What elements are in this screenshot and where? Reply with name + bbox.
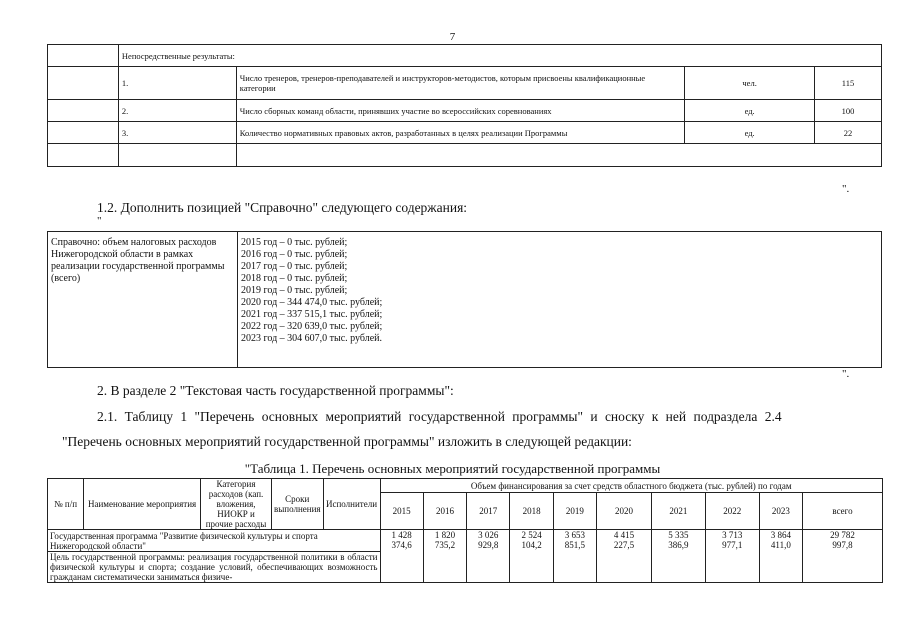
row-value: 115	[815, 67, 882, 100]
table-cell-empty	[48, 45, 119, 67]
opening-quote: "	[97, 215, 102, 227]
header-year: 2018	[510, 493, 553, 530]
table-row-empty	[48, 144, 882, 167]
value-cell: 1 820 735,2	[423, 530, 466, 583]
reference-label: Справочно: объем налоговых расходов Нижегородской области в рамках реализации государственной программы (всего)	[48, 232, 238, 368]
table-caption: "Таблица 1. Перечень основных мероприятий государственной программы	[244, 461, 661, 476]
row-number: 1.	[118, 67, 236, 100]
year-line: 2020 год – 344 474,0 тыс. рублей;	[241, 297, 383, 308]
value-cell: 4 415 227,5	[597, 530, 652, 583]
row-text: Количество нормативных правовых актов, разработанных в целях реализации Программы	[236, 122, 684, 144]
row-value: 22	[815, 122, 882, 144]
results-table	[47, 44, 882, 167]
header-year: 2015	[380, 493, 423, 530]
header-year: 2022	[705, 493, 759, 530]
year-line: 2021 год – 337 515,1 тыс. рублей;	[241, 309, 383, 320]
section-1-2-heading: 1.2. Дополнить позицией "Справочно" следующего содержания:	[97, 200, 468, 215]
header-num: № п/п	[48, 479, 84, 530]
header-year: 2019	[553, 493, 596, 530]
year-line: 2017 год – 0 тыс. рублей;	[241, 261, 348, 272]
program-name: Государственная программа "Развитие физической культуры и спорта Нижегородской области"	[48, 530, 381, 552]
total-cell: 29 782 997,8	[803, 530, 883, 583]
year-line: 2019 год – 0 тыс. рублей;	[241, 285, 348, 296]
row-unit: ед.	[685, 122, 815, 144]
header-executors: Исполнители	[323, 479, 380, 530]
header-year: 2016	[423, 493, 466, 530]
row-text: Число сборных команд области, принявших участие во всероссийских соревнованиях	[236, 100, 684, 122]
header-year: 2020	[597, 493, 652, 530]
header-funding: Объем финансирования за счет средств областного бюджета (тыс. рублей) по годам	[380, 479, 883, 493]
section-2-1-text: 2.1. Таблицу 1 "Перечень основных мероприятий государственной программы" и сноску к ней подраздела 2.4	[97, 409, 782, 424]
results-header: Непосредственные результаты:	[118, 45, 881, 67]
reference-years	[238, 232, 882, 368]
program-goal: Цель государственной программы: реализация государственной политики в области физической культуры и спорта; создание условий, обеспечивающих возможность гражданам систематически заниматься физиче-	[48, 552, 381, 583]
header-name: Наименование мероприятия	[84, 479, 201, 530]
value-cell: 3 713 977,1	[705, 530, 759, 583]
header-total: всего	[803, 493, 883, 530]
reference-table	[47, 231, 882, 368]
header-year: 2023	[759, 493, 802, 530]
table-row	[48, 100, 882, 122]
year-line: 2018 год – 0 тыс. рублей;	[241, 273, 348, 284]
section-2-1-text-cont: "Перечень основных мероприятий государственной программы" изложить в следующей редакции:	[62, 434, 632, 449]
value-cell: 5 335 386,9	[651, 530, 705, 583]
value-cell: 3 653 851,5	[553, 530, 596, 583]
row-unit: ед.	[685, 100, 815, 122]
year-line: 2023 год – 304 607,0 тыс. рублей.	[241, 333, 383, 344]
page-number: 7	[449, 31, 456, 43]
table-row	[48, 530, 883, 552]
closing-quote: ".	[842, 183, 850, 195]
row-unit: чел.	[685, 67, 815, 100]
value-cell: 2 524 104,2	[510, 530, 553, 583]
measures-table	[47, 478, 883, 583]
year-line: 2015 год – 0 тыс. рублей;	[241, 237, 348, 248]
header-year: 2017	[467, 493, 510, 530]
row-value: 100	[815, 100, 882, 122]
table-row	[48, 67, 882, 100]
row-text: Число тренеров, тренеров-преподавателей и инструкторов-методистов, которым присвоены квалификационные категории	[236, 67, 684, 100]
row-number: 2.	[118, 100, 236, 122]
header-terms: Сроки выполнения	[271, 479, 323, 530]
table-row	[48, 122, 882, 144]
closing-quote: ".	[842, 368, 850, 380]
value-cell: 3 026 929,8	[467, 530, 510, 583]
year-line: 2016 год – 0 тыс. рублей;	[241, 249, 348, 260]
value-cell: 3 864 411,0	[759, 530, 802, 583]
section-2-heading: 2. В разделе 2 "Текстовая часть государственной программы":	[97, 383, 454, 398]
value-cell: 1 428 374,6	[380, 530, 423, 583]
header-year: 2021	[651, 493, 705, 530]
year-line: 2022 год – 320 639,0 тыс. рублей;	[241, 321, 383, 332]
row-number: 3.	[118, 122, 236, 144]
header-category: Категория расходов (кап. вложения, НИОКР и прочие расходы	[201, 479, 272, 530]
